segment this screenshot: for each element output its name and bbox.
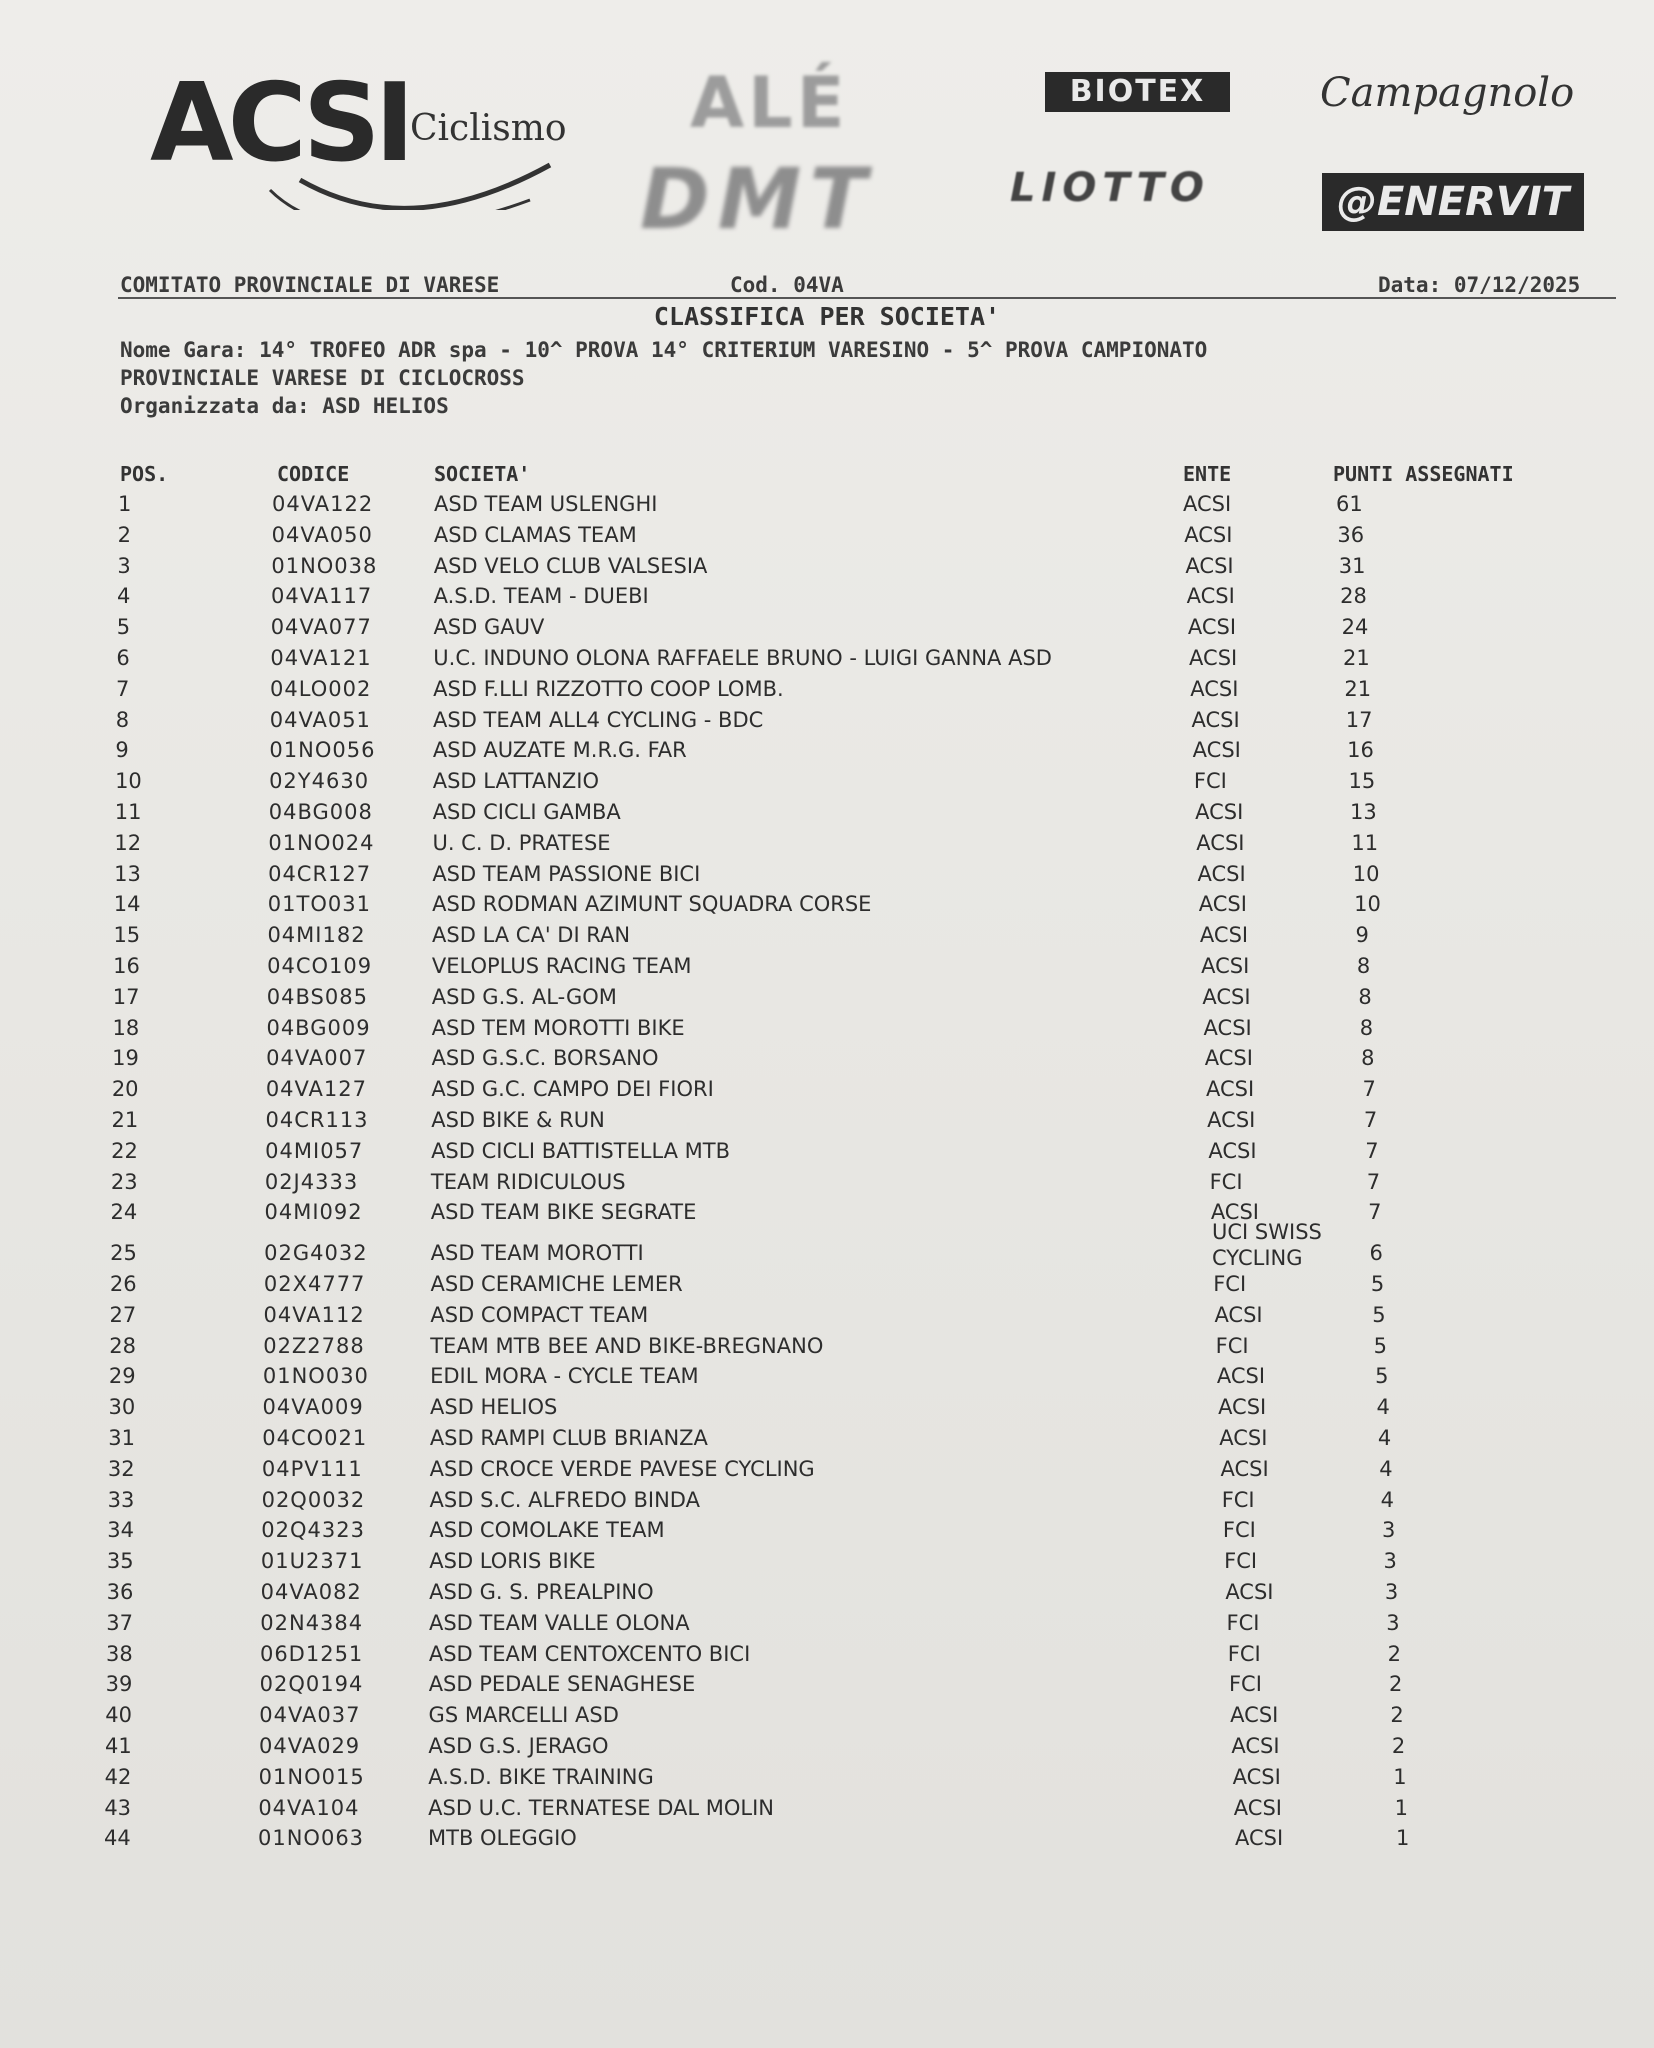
cell-societa: ASD LATTANZIO	[432, 769, 600, 794]
table-row	[0, 1796, 1654, 1820]
cell-ente: ACSI	[1192, 738, 1241, 763]
cell-pos: 8	[115, 707, 130, 732]
cell-pos: 44	[104, 1826, 131, 1851]
cell-pos: 21	[111, 1108, 139, 1132]
cell-punti: 61	[1336, 492, 1363, 516]
cell-punti: 2	[1387, 1641, 1401, 1666]
cell-codice: 04MI092	[264, 1200, 363, 1225]
cell-ente: FCI	[1193, 769, 1227, 794]
cell-societa: A.S.D. TEAM - DUEBI	[433, 584, 649, 609]
table-row	[0, 1016, 1654, 1040]
cell-codice: 04VA051	[269, 707, 371, 732]
cell-ente: ACSI	[1231, 1734, 1280, 1758]
table-row	[0, 892, 1654, 916]
cell-punti: 4	[1377, 1426, 1392, 1450]
col-header-pos: POS.	[120, 462, 169, 486]
cell-punti: 7	[1363, 1108, 1378, 1132]
table-row	[0, 1549, 1654, 1573]
cell-codice: 04VA050	[271, 522, 373, 547]
cell-punti: 9	[1355, 923, 1369, 948]
cell-pos: 40	[105, 1703, 133, 1728]
cell-ente: FCI	[1226, 1610, 1260, 1635]
ale-logo: ALÉ	[690, 62, 849, 144]
cell-codice: 04VA077	[270, 615, 372, 640]
cell-societa: U. C. D. PRATESE	[432, 830, 611, 855]
cell-pos: 43	[104, 1795, 132, 1820]
cell-codice: 04VA009	[262, 1395, 364, 1420]
cell-punti: 21	[1344, 676, 1372, 701]
cell-ente: FCI	[1215, 1333, 1249, 1358]
cell-punti: 24	[1341, 615, 1369, 640]
cell-societa: ASD TEAM ALL4 CYCLING - BDC	[433, 707, 764, 732]
table-row	[0, 1642, 1654, 1666]
col-header-ente: ENTE	[1183, 462, 1232, 486]
table-row	[0, 1611, 1654, 1635]
cell-pos: 4	[117, 584, 131, 609]
cell-ente: ACSI	[1186, 584, 1235, 609]
cell-societa: A.S.D. BIKE TRAINING	[428, 1764, 654, 1789]
cell-punti: 8	[1356, 954, 1371, 978]
cell-codice: 01NO056	[269, 738, 376, 763]
cell-societa: ASD TEAM PASSIONE BICI	[432, 861, 701, 886]
cell-societa: ASD CICLI GAMBA	[432, 800, 621, 824]
cell-punti: 1	[1393, 1764, 1407, 1789]
table-row	[0, 1488, 1654, 1512]
cell-ente: ACSI	[1183, 492, 1232, 516]
cell-pos: 17	[112, 984, 140, 1009]
table-row	[0, 1734, 1654, 1758]
cell-societa: ASD CERAMICHE LEMER	[430, 1272, 683, 1296]
cell-societa: ASD CROCE VERDE PAVESE CYCLING	[429, 1456, 815, 1481]
cell-societa: ASD RODMAN AZIMUNT SQUADRA CORSE	[432, 892, 872, 917]
cell-pos: 33	[107, 1487, 135, 1512]
table-row	[0, 1703, 1654, 1727]
cell-societa: ASD TEAM BIKE SEGRATE	[430, 1200, 697, 1225]
acsi-logo-subtitle: Ciclismo	[410, 108, 567, 149]
cell-ente: ACSI	[1230, 1703, 1279, 1728]
cell-ente: ACSI	[1207, 1108, 1256, 1132]
cell-punti: 8	[1358, 984, 1372, 1009]
table-row	[0, 1303, 1654, 1327]
cell-punti: 5	[1375, 1364, 1389, 1389]
cell-pos: 31	[108, 1426, 135, 1450]
cell-pos: 12	[114, 830, 142, 855]
acsi-swoosh-icon	[150, 61, 570, 210]
cell-pos: 9	[115, 738, 129, 763]
cell-codice: 04VA037	[259, 1703, 361, 1728]
cell-punti: 7	[1362, 1077, 1376, 1102]
cell-societa: ASD TEAM CENTOXCENTO BICI	[428, 1641, 751, 1666]
table-row	[0, 584, 1654, 608]
col-header-societa: SOCIETA'	[434, 462, 531, 486]
biotex-logo: BIOTEX	[1045, 72, 1230, 112]
cell-ente: ACSI	[1203, 1015, 1252, 1040]
cell-codice: 04VA104	[258, 1795, 360, 1820]
cell-ente: ACSI	[1197, 861, 1246, 886]
cell-societa: TEAM MTB BEE AND BIKE-BREGNANO	[430, 1333, 824, 1358]
cell-societa: ASD LORIS BIKE	[429, 1549, 596, 1574]
cell-societa: ASD LA CA' DI RAN	[432, 923, 631, 948]
race-name-line2: PROVINCIALE VARESE DI CICLOCROSS	[120, 366, 525, 390]
cell-societa: ASD VELO CLUB VALSESIA	[433, 553, 708, 578]
cell-codice: 04BS085	[266, 984, 368, 1009]
cell-punti: 1	[1394, 1795, 1408, 1820]
cell-codice: 04MI182	[267, 923, 366, 948]
cell-societa: TEAM RIDICULOUS	[430, 1169, 626, 1194]
table-row	[0, 1139, 1654, 1163]
cell-societa: ASD HELIOS	[429, 1395, 558, 1420]
table-row	[0, 1364, 1654, 1388]
cell-codice: 04VA127	[265, 1077, 368, 1102]
cell-ente: FCI	[1222, 1518, 1256, 1543]
cell-punti: 3	[1383, 1549, 1397, 1574]
cell-punti: 5	[1370, 1272, 1385, 1296]
cell-pos: 41	[104, 1734, 132, 1758]
cell-ente: ACSI	[1216, 1364, 1266, 1389]
cell-ente: FCI	[1213, 1272, 1247, 1296]
cell-punti: 8	[1361, 1046, 1375, 1071]
cell-punti: 4	[1376, 1395, 1390, 1420]
cell-ente: ACSI	[1184, 522, 1233, 547]
cell-codice: 02Q0032	[261, 1487, 366, 1512]
cell-pos: 14	[113, 892, 141, 917]
cell-punti: 15	[1348, 769, 1376, 794]
table-row	[0, 985, 1654, 1009]
cell-ente: FCI	[1227, 1641, 1261, 1666]
cell-ente: ACSI	[1190, 676, 1239, 701]
cell-societa: ASD TEM MOROTTI BIKE	[431, 1015, 685, 1040]
cell-punti: 10	[1354, 892, 1381, 917]
cell-punti: 6	[1369, 1241, 1383, 1266]
cell-societa: VELOPLUS RACING TEAM	[431, 954, 692, 978]
cell-ente: ACSI	[1199, 923, 1249, 948]
cell-pos: 7	[116, 676, 130, 701]
cell-pos: 35	[106, 1549, 134, 1574]
cell-pos: 30	[108, 1395, 136, 1420]
cell-pos: 11	[114, 800, 142, 824]
cell-punti: 16	[1347, 738, 1374, 763]
table-row	[0, 1334, 1654, 1358]
cell-societa: ASD TEAM VALLE OLONA	[428, 1610, 690, 1635]
cell-pos: 29	[108, 1364, 136, 1389]
cell-codice: 02X4777	[263, 1272, 366, 1296]
cell-ente: ACSI	[1232, 1764, 1281, 1789]
cell-codice: 04VA112	[263, 1302, 365, 1327]
table-row	[0, 1046, 1654, 1070]
cell-codice: 02G4032	[264, 1241, 368, 1266]
cell-codice: 06D1251	[259, 1641, 364, 1666]
cell-societa: ASD GAUV	[433, 615, 545, 640]
table-row	[0, 738, 1654, 762]
cell-pos: 32	[107, 1456, 135, 1481]
dmt-logo: DMT	[640, 150, 875, 248]
cell-ente: UCI SWISS CYCLING	[1212, 1220, 1322, 1271]
cell-codice: 04CO021	[262, 1426, 368, 1450]
cell-punti: 1	[1396, 1826, 1410, 1851]
cell-ente: ACSI	[1187, 615, 1237, 640]
cell-ente: ACSI	[1225, 1580, 1274, 1604]
cell-punti: 3	[1384, 1580, 1399, 1604]
cell-punti: 5	[1373, 1333, 1388, 1358]
cell-ente: ACSI	[1204, 1046, 1253, 1071]
cell-ente: ACSI	[1235, 1826, 1284, 1851]
cell-ente: ACSI	[1220, 1456, 1269, 1481]
cell-codice: 02Y4630	[269, 769, 370, 794]
enervit-logo: @ENERVIT	[1322, 173, 1584, 231]
table-row	[0, 1672, 1654, 1696]
cell-punti: 2	[1390, 1703, 1404, 1728]
cell-ente: FCI	[1209, 1169, 1243, 1194]
cell-codice: 04VA121	[270, 646, 372, 670]
cell-codice: 04PV111	[261, 1456, 363, 1481]
cell-pos: 13	[114, 861, 141, 886]
cell-punti: 31	[1338, 553, 1366, 578]
cell-societa: MTB OLEGGIO	[428, 1826, 577, 1851]
document-title: CLASSIFICA PER SOCIETA'	[653, 302, 1001, 331]
cell-codice: 04CR127	[268, 861, 372, 886]
cell-ente: ACSI	[1233, 1795, 1282, 1820]
cell-codice: 02Q0194	[259, 1672, 364, 1697]
cell-punti: 2	[1391, 1734, 1406, 1758]
cell-societa: ASD TEAM MOROTTI	[430, 1241, 644, 1266]
cell-codice: 04BG009	[266, 1015, 371, 1040]
cell-punti: 21	[1342, 646, 1370, 670]
cell-pos: 2	[117, 522, 132, 547]
cell-societa: ASD TEAM USLENGHI	[434, 492, 658, 516]
cell-pos: 19	[112, 1046, 139, 1071]
table-row	[0, 862, 1654, 886]
committee-code: Cod. 04VA	[730, 273, 844, 297]
cell-codice: 02J4333	[264, 1169, 359, 1194]
cell-societa: ASD G.S.C. BORSANO	[431, 1046, 659, 1071]
cell-ente: ACSI	[1219, 1426, 1268, 1450]
table-row	[0, 646, 1654, 670]
cell-ente: FCI	[1221, 1487, 1255, 1512]
cell-pos: 28	[109, 1333, 136, 1358]
table-row	[0, 554, 1654, 578]
cell-codice: 01NO015	[258, 1764, 365, 1789]
table-row	[0, 1200, 1654, 1224]
cell-codice: 01TO031	[267, 892, 371, 917]
cell-societa: ASD F.LLI RIZZOTTO COOP LOMB.	[433, 676, 784, 701]
table-row	[0, 1518, 1654, 1542]
cell-societa: ASD COMPACT TEAM	[430, 1302, 649, 1327]
cell-punti: 11	[1351, 830, 1379, 855]
cell-codice: 01U2371	[260, 1549, 364, 1574]
table-row	[0, 923, 1654, 947]
cell-codice: 04VA007	[266, 1046, 368, 1071]
cell-pos: 1	[118, 492, 132, 516]
table-row	[0, 1108, 1654, 1132]
cell-punti: 36	[1337, 522, 1365, 547]
document-date: Data: 07/12/2025	[1378, 273, 1581, 297]
cell-societa: ASD CICLI BATTISTELLA MTB	[431, 1138, 731, 1163]
cell-codice: 01NO024	[268, 830, 375, 855]
cell-punti: 7	[1366, 1169, 1381, 1194]
cell-societa: GS MARCELLI ASD	[428, 1703, 619, 1728]
cell-codice: 02N4384	[260, 1610, 364, 1635]
cell-punti: 5	[1372, 1302, 1386, 1327]
cell-punti: 28	[1340, 584, 1367, 609]
cell-pos: 20	[111, 1077, 139, 1102]
cell-societa: ASD S.C. ALFREDO BINDA	[429, 1487, 700, 1512]
cell-ente: ACSI	[1201, 954, 1250, 978]
cell-codice: 04VA122	[272, 492, 374, 516]
cell-pos: 24	[110, 1200, 138, 1225]
cell-punti: 7	[1368, 1200, 1382, 1225]
cell-codice: 01NO063	[258, 1826, 365, 1851]
cell-societa: ASD PEDALE SENAGHESE	[428, 1672, 696, 1697]
cell-codice: 02Z2788	[263, 1333, 365, 1358]
cell-codice: 04CR113	[265, 1108, 369, 1132]
acsi-ciclismo-logo	[150, 61, 570, 210]
cell-pos: 38	[105, 1641, 133, 1666]
cell-pos: 22	[111, 1138, 138, 1163]
cell-societa: ASD BIKE & RUN	[431, 1108, 605, 1132]
cell-pos: 23	[110, 1169, 138, 1194]
cell-pos: 26	[109, 1272, 137, 1296]
cell-punti: 4	[1379, 1456, 1393, 1481]
cell-punti: 7	[1365, 1138, 1379, 1163]
cell-pos: 10	[115, 769, 142, 794]
cell-punti: 2	[1389, 1672, 1403, 1697]
table-row	[0, 1272, 1654, 1296]
cell-codice: 01NO030	[262, 1364, 369, 1389]
cell-societa: ASD AUZATE M.R.G. FAR	[432, 738, 687, 763]
table-row	[0, 769, 1654, 793]
cell-punti: 13	[1349, 800, 1377, 824]
cell-codice: 04VA029	[258, 1734, 361, 1758]
cell-societa: ASD RAMPI CLUB BRIANZA	[429, 1426, 708, 1450]
cell-punti: 17	[1345, 707, 1373, 732]
cell-societa: ASD G.S. AL-GOM	[431, 984, 617, 1009]
cell-pos: 39	[105, 1672, 133, 1697]
cell-codice: 04VA117	[271, 584, 373, 609]
table-row	[0, 1580, 1654, 1604]
cell-punti: 4	[1380, 1487, 1395, 1512]
cell-punti: 3	[1386, 1610, 1400, 1635]
cell-codice: 04BG008	[268, 800, 373, 824]
table-row	[0, 954, 1654, 978]
cell-ente: ACSI	[1214, 1302, 1263, 1327]
table-row	[0, 677, 1654, 701]
committee-name: COMITATO PROVINCIALE DI VARESE	[120, 273, 500, 297]
table-row	[0, 523, 1654, 547]
cell-punti: 8	[1359, 1015, 1374, 1040]
cell-punti: 10	[1352, 861, 1380, 886]
cell-codice: 04MI057	[265, 1138, 364, 1163]
cell-pos: 16	[113, 954, 140, 978]
race-name-line1: Nome Gara: 14° TROFEO ADR spa - 10^ PROVA 14° CRITERIUM VARESINO - 5^ PROVA CAMPIONATO	[120, 338, 1208, 362]
cell-ente: FCI	[1228, 1672, 1262, 1697]
cell-ente: FCI	[1224, 1549, 1258, 1574]
cell-ente: ACSI	[1210, 1200, 1259, 1225]
table-row	[0, 708, 1654, 732]
cell-ente: ACSI	[1191, 707, 1240, 732]
cell-pos: 34	[107, 1518, 134, 1543]
cell-ente: ACSI	[1198, 892, 1247, 917]
table-row	[0, 831, 1654, 855]
table-row	[0, 615, 1654, 639]
cell-ente: ACSI	[1195, 800, 1244, 824]
col-header-codice: CODICE	[277, 462, 350, 486]
header-divider	[118, 297, 1616, 299]
cell-societa: ASD G.S. JERAGO	[428, 1734, 609, 1758]
cell-societa: ASD COMOLAKE TEAM	[429, 1518, 665, 1543]
table-row	[0, 800, 1654, 824]
cell-ente: ACSI	[1189, 646, 1238, 670]
cell-ente: ACSI	[1208, 1138, 1257, 1163]
table-row	[0, 1826, 1654, 1850]
table-row	[0, 1457, 1654, 1481]
cell-ente: ACSI	[1218, 1395, 1267, 1420]
cell-societa: ASD G.C. CAMPO DEI FIORI	[431, 1077, 714, 1102]
cell-pos: 37	[106, 1610, 133, 1635]
table-row	[0, 1220, 1654, 1271]
cell-ente: ACSI	[1205, 1077, 1255, 1102]
table-row	[0, 1426, 1654, 1450]
acsi-logo-text: ACSI	[150, 61, 409, 186]
cell-societa: ASD U.C. TERNATESE DAL MOLIN	[428, 1795, 775, 1820]
cell-pos: 36	[106, 1580, 134, 1604]
table-row	[0, 1765, 1654, 1789]
cell-codice: 04VA082	[260, 1580, 362, 1604]
cell-ente: ACSI	[1185, 553, 1234, 578]
cell-ente: ACSI	[1202, 984, 1251, 1009]
cell-societa: ASD CLAMAS TEAM	[433, 522, 637, 547]
cell-pos: 3	[117, 553, 131, 578]
cell-codice: 04CO109	[267, 954, 373, 978]
cell-pos: 5	[116, 615, 131, 640]
table-row	[0, 1395, 1654, 1419]
cell-pos: 27	[109, 1302, 137, 1327]
cell-pos: 25	[110, 1241, 137, 1266]
cell-punti: 3	[1382, 1518, 1396, 1543]
col-header-punti: PUNTI ASSEGNATI	[1333, 462, 1514, 486]
cell-societa: U.C. INDUNO OLONA RAFFAELE BRUNO - LUIGI GANNA ASD	[433, 646, 1052, 670]
cell-ente: ACSI	[1196, 830, 1245, 855]
cell-societa: EDIL MORA - CYCLE TEAM	[430, 1364, 699, 1389]
race-organizer: Organizzata da: ASD HELIOS	[120, 394, 449, 418]
cell-pos: 6	[116, 646, 130, 670]
cell-codice: 04LO002	[270, 676, 372, 701]
cell-pos: 18	[112, 1015, 140, 1040]
cell-pos: 42	[104, 1764, 132, 1789]
campagnolo-logo: Campagnolo	[1320, 70, 1575, 116]
cell-codice: 01NO038	[271, 553, 378, 578]
table-row	[0, 1077, 1654, 1101]
cell-pos: 15	[113, 923, 141, 948]
cell-codice: 02Q4323	[261, 1518, 365, 1543]
table-row	[0, 492, 1654, 516]
cell-societa: ASD G. S. PREALPINO	[429, 1580, 654, 1604]
liotto-logo: LIOTTO	[1010, 165, 1210, 211]
table-row	[0, 1170, 1654, 1194]
